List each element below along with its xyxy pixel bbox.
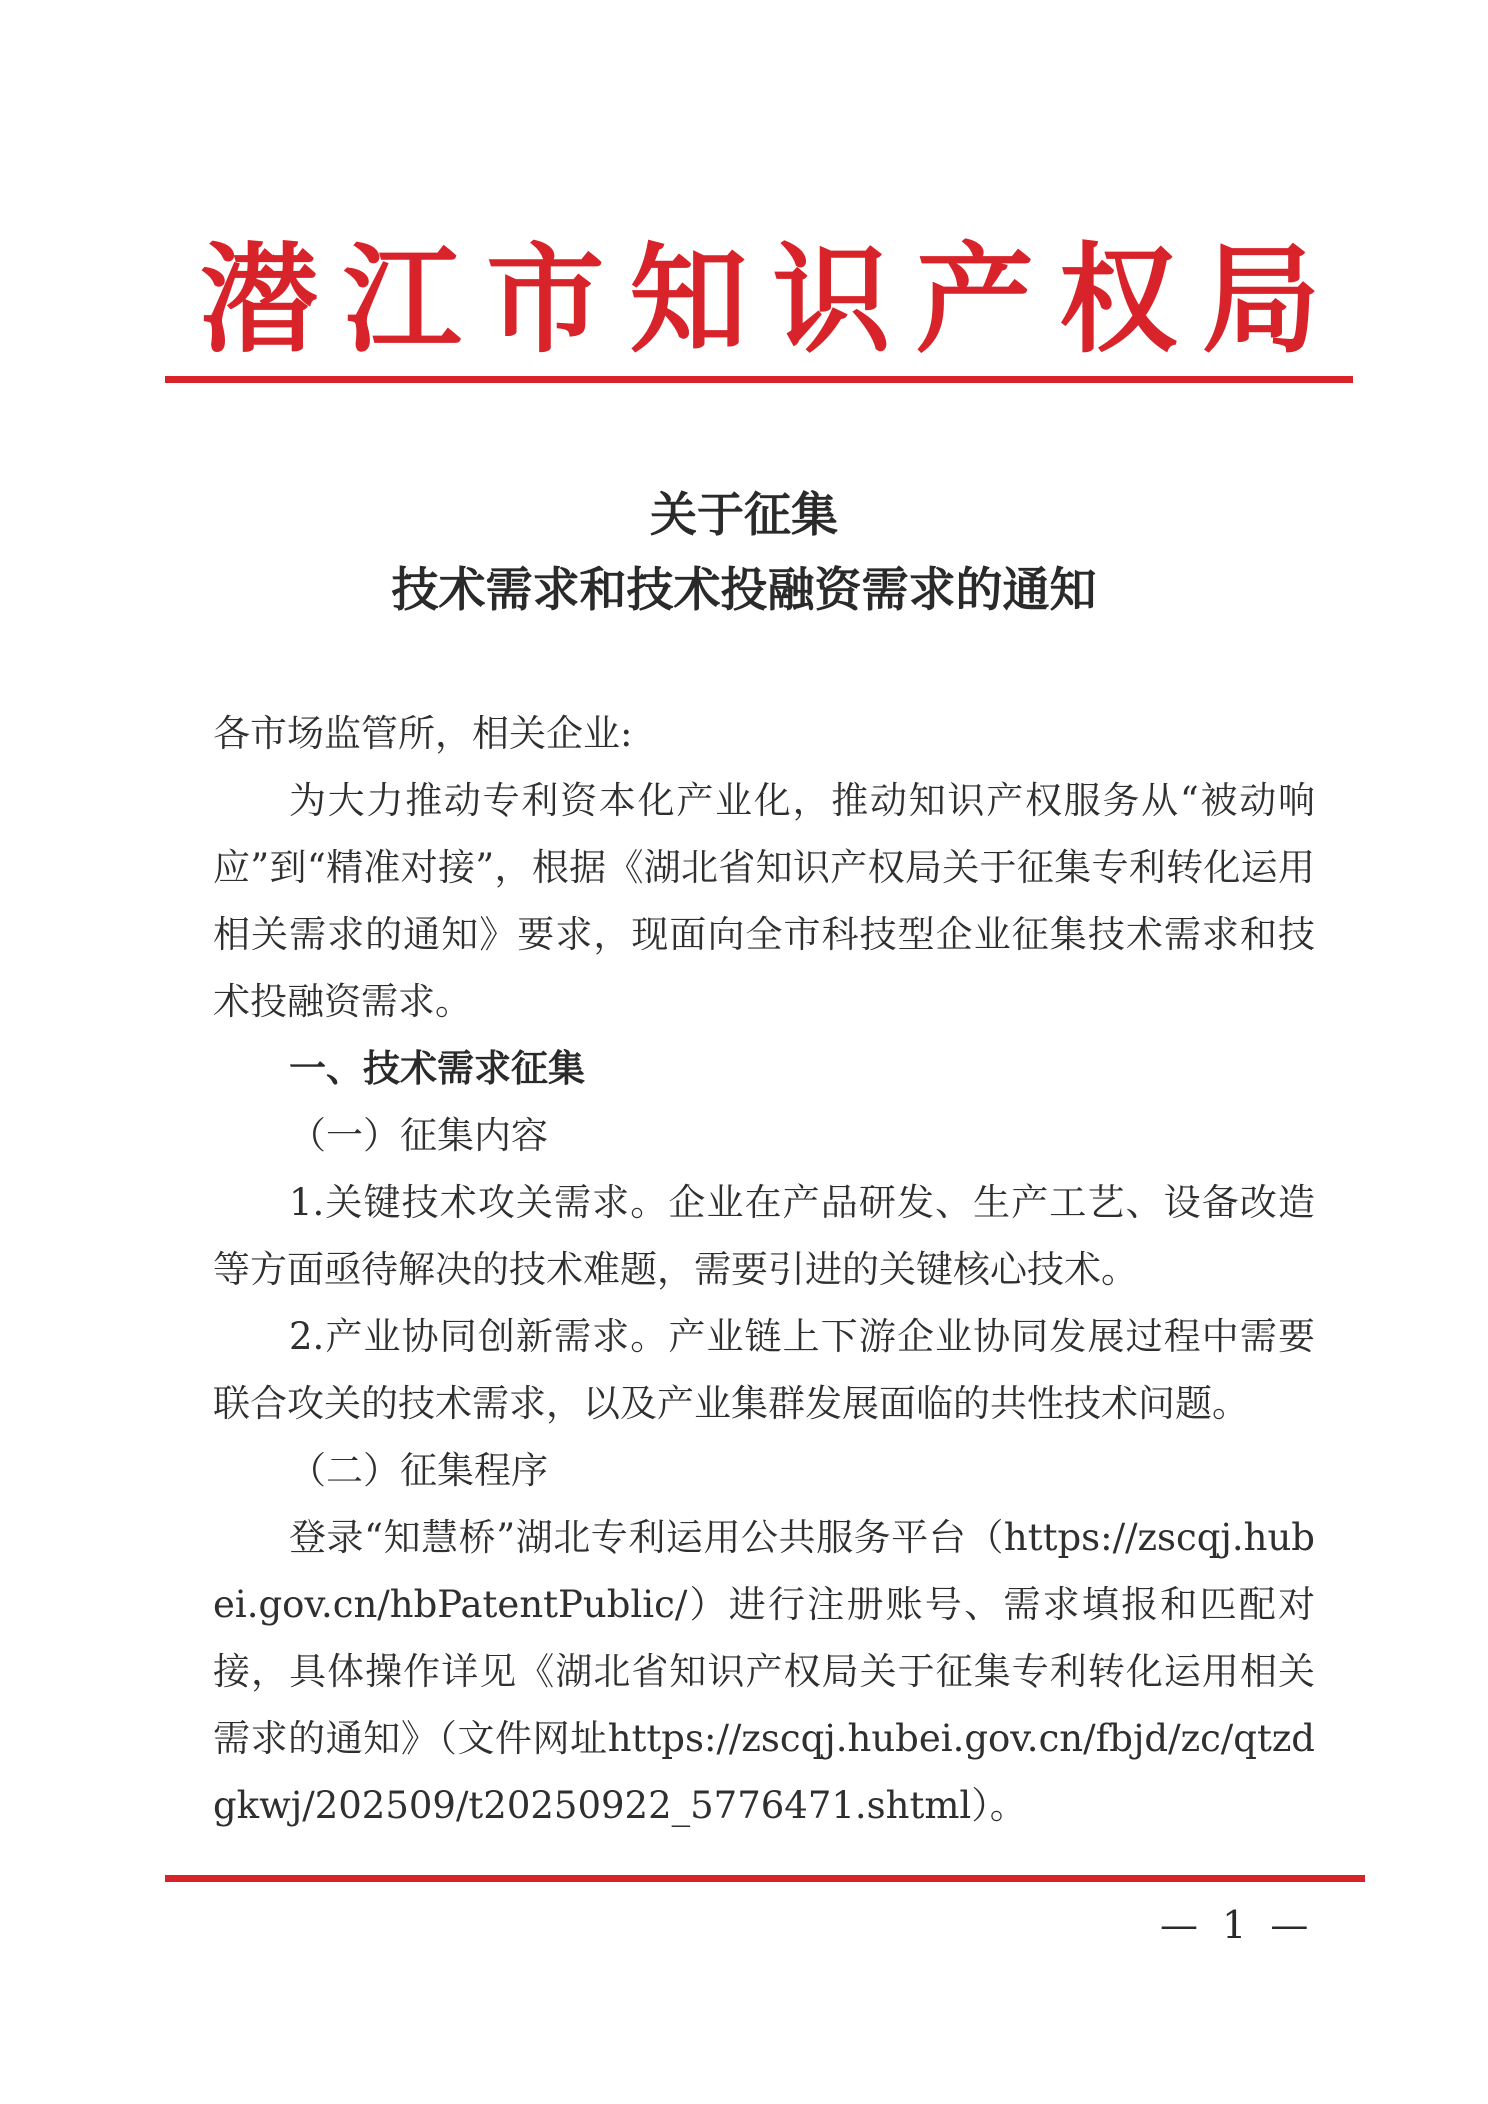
salutation: 各市场监管所，相关企业: (213, 712, 633, 755)
footer-red-rule (165, 1875, 1365, 1882)
item1-paragraph: 1.关键技术攻关需求。企业在产品研发、生产工艺、设备改造等方面亟待解决的技术难题，需要引进的关键核心技术。 (213, 1181, 1315, 1291)
intro-paragraph: 为大力推动专利资本化产业化，推动知识产权服务从“被动响应”到“精准对接”，根据《湖北省知识产权局关于征集专利转化运用相关需求的通知》要求，现面向全市科技型企业征集技术需求和技术投融资需求。 (213, 779, 1315, 1023)
masthead-char: 知 (629, 230, 748, 369)
sub1-heading: （一）征集内容 (289, 1114, 548, 1157)
procedure-paragraph: 登录“知慧桥”湖北专利运用公共服务平台（https://zscqj.hubei.gov.cn/hbPatentPublic/）进行注册账号、需求填报和匹配对接，具体操作详见《湖北省知识产权局关于征集专利转化运用相关需求的通知》（文件网址https://zscqj.hubei.gov.cn/fbjd/zc/qtzdgkwj/202509/t20250922_5776471.shtml）。 (213, 1516, 1315, 1827)
document-title-line1: 关于征集 (650, 488, 838, 543)
sub2-heading: （二）征集程序 (289, 1449, 548, 1492)
agency-masthead (200, 225, 1320, 375)
item2-paragraph: 2.产业协同创新需求。产业链上下游企业协同发展过程中需要联合攻关的技术需求，以及产业集群发展面临的共性技术问题。 (213, 1315, 1315, 1425)
masthead-char: 潜 (200, 230, 319, 369)
masthead-char: 江 (343, 230, 462, 369)
masthead-char: 权 (1058, 230, 1177, 369)
section1-heading: 一、技术需求征集 (289, 1047, 585, 1090)
page-number: — 1 — (1160, 1903, 1315, 1947)
masthead-char: 市 (486, 230, 605, 369)
document-title-line2: 技术需求和技术投融资需求的通知 (391, 563, 1097, 618)
masthead-char: 产 (915, 230, 1034, 369)
masthead-char: 局 (1201, 230, 1320, 369)
masthead-char: 识 (772, 230, 891, 369)
header-red-rule (165, 376, 1353, 383)
